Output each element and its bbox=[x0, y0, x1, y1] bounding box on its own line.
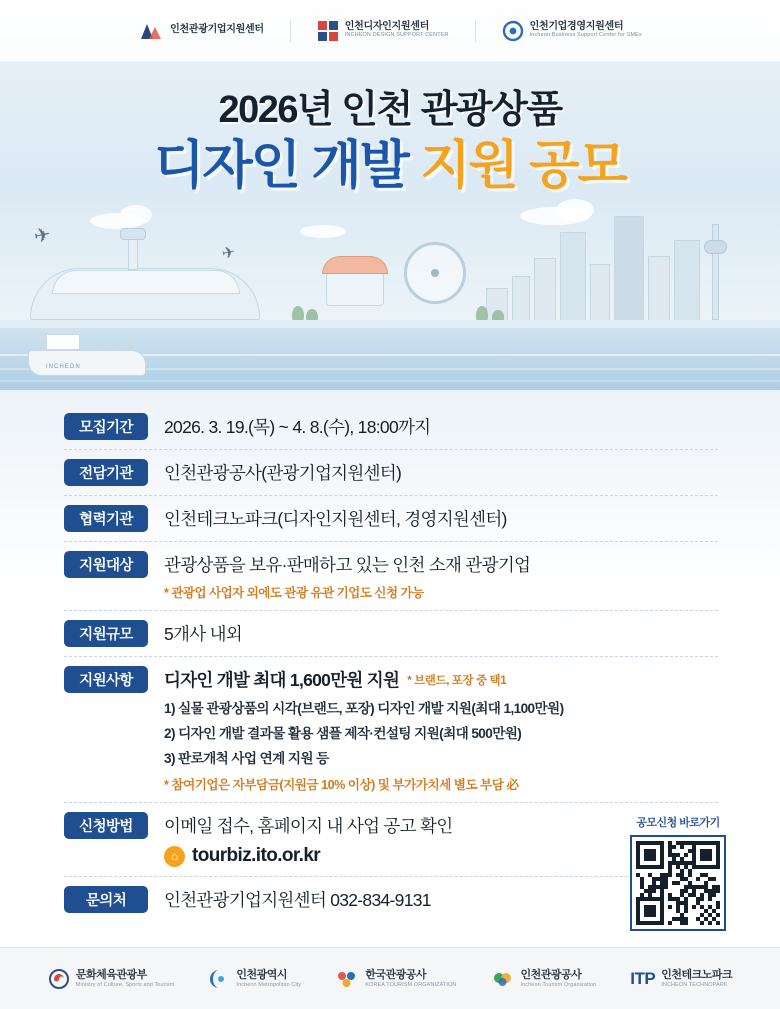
row-tag: 지원대상 bbox=[64, 551, 148, 578]
headline-line-2-primary: 디자인 개발 bbox=[154, 137, 421, 195]
cloud-icon bbox=[120, 205, 152, 225]
row-main-text: 2026. 3. 19.(목) ~ 4. 8.(수), 18:00까지 bbox=[164, 417, 431, 437]
itp-abbreviation: ITP bbox=[630, 968, 656, 988]
row-body bbox=[164, 551, 718, 601]
building-shape bbox=[614, 216, 644, 328]
logo-line2: Incheon Business Support Center for SMEs bbox=[529, 31, 642, 38]
row-main-text: 인천관광기업지원센터 032-834-9131 bbox=[164, 890, 431, 910]
logo-line1: 인천디자인지원센터 bbox=[344, 21, 429, 33]
airplane-icon: ✈ bbox=[220, 243, 238, 264]
design-center-logo-text bbox=[345, 22, 449, 38]
building-shape bbox=[560, 232, 586, 328]
control-tower-shape bbox=[128, 236, 138, 270]
ito-icon bbox=[491, 968, 515, 990]
row-sub-text-3: 3) 판로개척 사업 연계 지원 등 bbox=[164, 751, 329, 766]
ship-bridge-shape bbox=[46, 334, 80, 350]
headline-line-2 bbox=[0, 139, 780, 194]
ship-container-shape bbox=[116, 341, 129, 350]
cloud-icon bbox=[300, 225, 346, 238]
footer-logo-text bbox=[365, 969, 456, 987]
footer-logo-line2: KOREA TOURISM ORGANIZATION bbox=[365, 981, 457, 988]
footer-logo-line1: 문화체육관광부 bbox=[75, 969, 147, 982]
carousel-shape bbox=[326, 272, 384, 306]
row-tag: 협력기관 bbox=[64, 505, 148, 532]
airport-roof-shape bbox=[52, 270, 240, 294]
info-row-partner-agency bbox=[0, 496, 780, 541]
qr-application-block[interactable] bbox=[624, 814, 732, 931]
incheon-tourism-org-icon bbox=[138, 19, 164, 43]
business-center-logo-text bbox=[530, 22, 642, 38]
qr-title: 공모신청 바로가기 bbox=[636, 817, 720, 829]
incheon-tourism-org-logo bbox=[138, 19, 264, 43]
ship-name-label: INCHEON bbox=[46, 364, 81, 370]
cloud-icon bbox=[556, 199, 594, 221]
logo-line1: 인천기업경영지원센터 bbox=[529, 21, 624, 33]
info-row-eligibility bbox=[0, 542, 780, 610]
incheon-business-support-center-logo bbox=[502, 20, 642, 42]
row-main-text: 디자인 개발 최대 1,600만원 지원 bbox=[164, 670, 400, 690]
info-row-support-details bbox=[0, 657, 780, 802]
row-body bbox=[164, 413, 718, 439]
info-row-lead-agency bbox=[0, 450, 780, 495]
headline-line-2-accent: 지원 공모 bbox=[420, 137, 626, 195]
footer-logo-line1: 인천테크노파크 bbox=[661, 969, 733, 982]
row-body bbox=[164, 666, 718, 793]
control-tower-top-shape bbox=[120, 228, 146, 240]
footer-logo-line2: Ministry of Culture, Sports and Tourism bbox=[75, 981, 175, 988]
korea-tourism-organization-logo bbox=[335, 968, 456, 990]
incheon-design-support-center-logo bbox=[317, 20, 449, 42]
ministry-culture-sports-tourism-logo bbox=[48, 968, 175, 990]
website-url-text[interactable]: tourbiz.ito.or.kr bbox=[192, 845, 321, 866]
footer-logo-text bbox=[661, 969, 732, 987]
design-center-icon bbox=[317, 20, 339, 42]
incheon-technopark-logo bbox=[630, 969, 732, 989]
footer-logo-line2: Incheon Tourism Organization bbox=[520, 981, 597, 988]
row-inline-note: * 브랜드, 포장 중 택1 bbox=[407, 675, 507, 687]
qr-code[interactable] bbox=[630, 835, 726, 931]
info-row-recruitment-period bbox=[0, 404, 780, 449]
row-main-text: 5개사 내외 bbox=[164, 624, 243, 644]
row-main-line bbox=[164, 667, 718, 692]
building-shape bbox=[590, 264, 610, 328]
incheon-city-icon bbox=[208, 968, 230, 990]
row-main-text: 인천관광공사(관광기업지원센터) bbox=[164, 463, 402, 483]
row-main-text: 인천테크노파크(디자인지원센터, 경영지원센터) bbox=[164, 509, 507, 529]
kto-icon bbox=[335, 968, 359, 990]
cityscape-illustration bbox=[0, 195, 780, 390]
row-tag: 모집기간 bbox=[64, 413, 148, 440]
incheon-tourism-organization-logo bbox=[491, 968, 597, 990]
logo-divider bbox=[475, 20, 476, 42]
ship-container-shape bbox=[86, 341, 99, 350]
footer-logo-text bbox=[521, 969, 597, 987]
row-tag: 전담기관 bbox=[64, 459, 148, 486]
row-sub-text-2: 2) 디자인 개발 결과물 활용 샘플 제작·컨설팅 지원(최대 500만원) bbox=[164, 726, 522, 741]
qr-code-grid bbox=[636, 841, 720, 925]
row-sub-text-1: 1) 실물 관광상품의 시각(브랜드, 포장) 디자인 개발 지원(최대 1,100만원) bbox=[164, 701, 564, 716]
home-icon: ⌂ bbox=[164, 846, 185, 867]
footer-logo-line1: 인천관광공사 bbox=[520, 969, 582, 982]
row-tag: 신청방법 bbox=[64, 812, 148, 839]
footer-logo-line1: 한국관광공사 bbox=[365, 969, 427, 982]
row-main-text: 이메일 접수, 홈페이지 내 사업 공고 확인 bbox=[164, 816, 453, 836]
ministry-emblem-icon bbox=[48, 968, 70, 990]
incheon-metropolitan-city-logo bbox=[208, 968, 301, 990]
footer-logo-text bbox=[76, 969, 175, 987]
row-main-text: 관광상품을 보유·판매하고 있는 인천 소재 관광기업 bbox=[164, 555, 531, 575]
cargo-ship-shape bbox=[28, 350, 146, 376]
footer-logo-text bbox=[236, 969, 301, 987]
airplane-icon: ✈ bbox=[32, 223, 53, 249]
headline-line-1: 2026년 인천 관광상품 bbox=[218, 89, 562, 131]
footer-logo-bar bbox=[0, 947, 780, 1009]
row-warning-text: * 참여기업은 자부담금(지원금 10% 이상) 및 부가가치세 별도 부담 必 bbox=[164, 778, 519, 792]
poster-headline bbox=[0, 78, 780, 194]
row-body bbox=[164, 505, 718, 531]
row-body bbox=[164, 620, 718, 646]
row-note-text: * 관광업 사업자 외에도 관광 유관 기업도 신청 가능 bbox=[164, 586, 424, 600]
wave-line bbox=[0, 380, 780, 382]
logo-divider bbox=[290, 20, 291, 42]
row-tag: 문의처 bbox=[64, 886, 148, 913]
building-shape bbox=[534, 258, 556, 328]
footer-logo-line1: 인천광역시 bbox=[236, 969, 288, 982]
logo-line1: 인천관광기업지원센터 bbox=[170, 24, 264, 36]
header-logo-bar bbox=[0, 0, 780, 62]
incheon-tourism-org-logo-text bbox=[170, 25, 264, 36]
building-shape bbox=[648, 256, 670, 328]
ferris-wheel-icon bbox=[404, 242, 466, 304]
business-center-icon bbox=[502, 20, 524, 42]
carousel-roof-shape bbox=[322, 256, 388, 274]
logo-line2: INCHEON DESIGN SUPPORT CENTER bbox=[344, 31, 449, 38]
footer-logo-line2: INCHEON TECHNOPARK bbox=[661, 981, 728, 988]
row-body bbox=[164, 459, 718, 485]
building-shape bbox=[674, 240, 700, 328]
row-tag: 지원규모 bbox=[64, 620, 148, 647]
footer-logo-line2: Incheon Metropolitan City bbox=[236, 981, 302, 988]
tower-shape bbox=[712, 224, 719, 320]
ship-container-shape bbox=[101, 341, 114, 350]
tower-observation-deck bbox=[704, 240, 727, 254]
info-row-scale bbox=[0, 611, 780, 656]
row-tag: 지원사항 bbox=[64, 666, 148, 693]
